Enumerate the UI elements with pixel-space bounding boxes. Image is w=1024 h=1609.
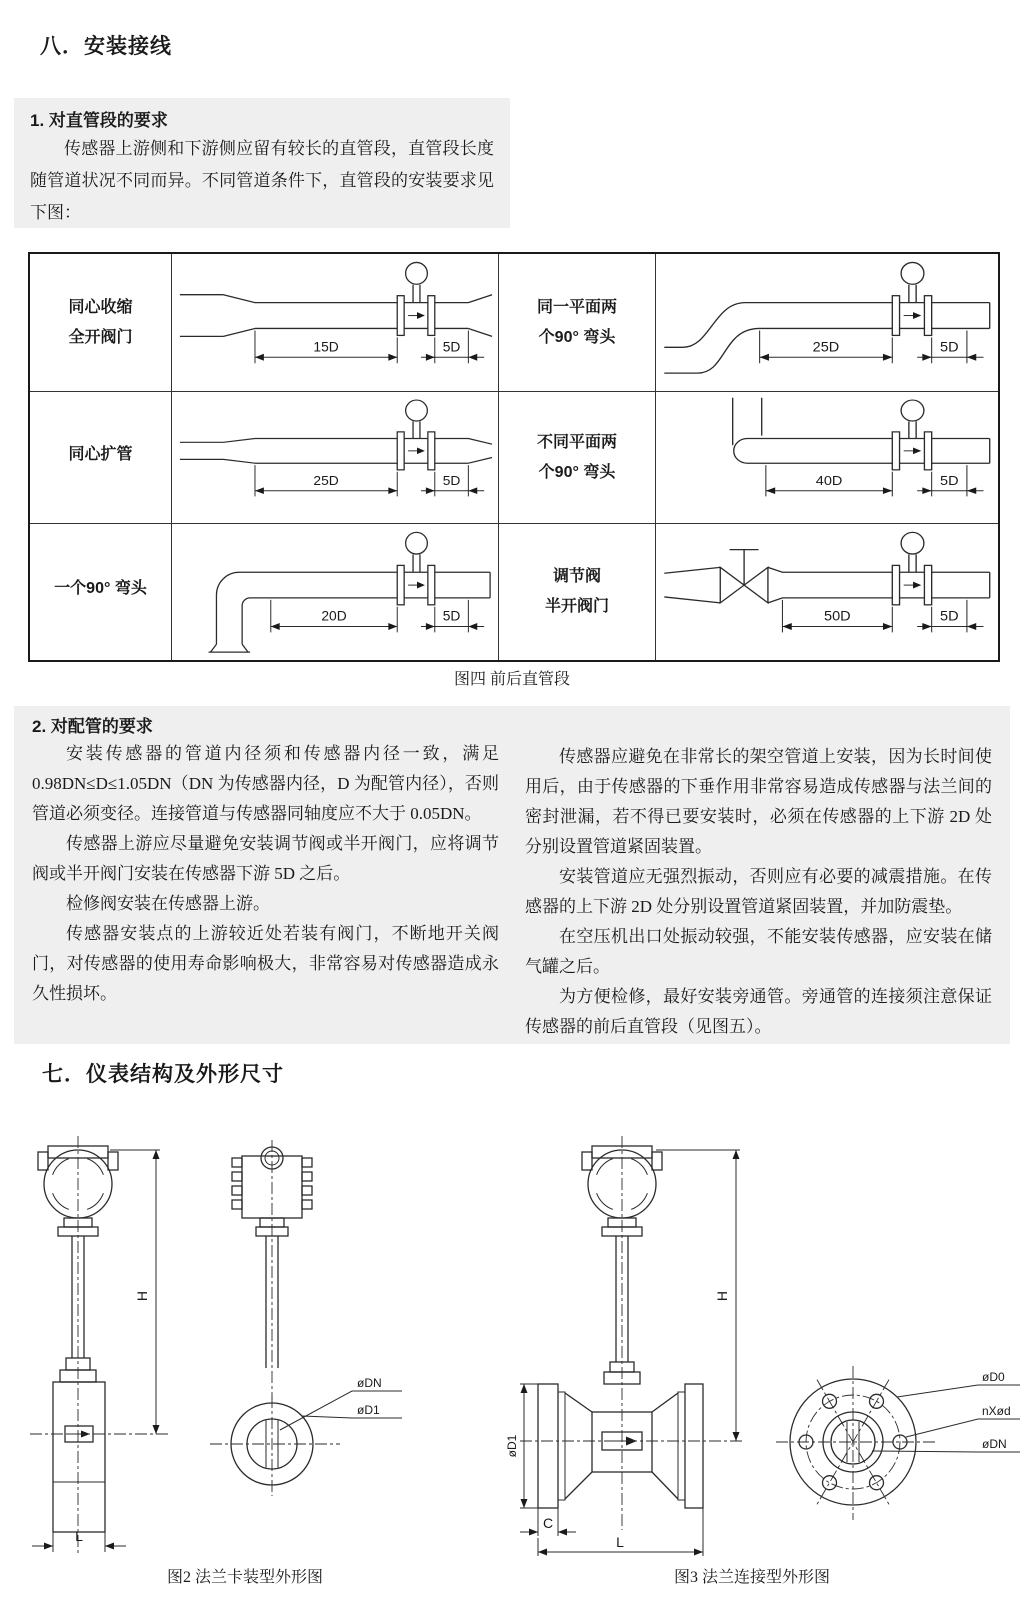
dim-upstream: 50D — [824, 607, 851, 624]
fig3-label-d0: øD0 — [982, 1370, 1005, 1384]
piping-left-column — [32, 712, 499, 1044]
straight-pipe-requirements-box — [14, 98, 510, 228]
fig2-dim-h: H — [134, 1290, 150, 1302]
label-line: 同一平面两 — [536, 298, 617, 316]
fig4-drawing-concentric-expander — [172, 392, 499, 524]
label-line: 同心扩管 — [68, 445, 133, 463]
fig4-drawing-single-bend — [172, 524, 499, 660]
section7-title: 七．仪表结构及外形尺寸 — [42, 1063, 284, 1086]
fig2-dim-l: L — [75, 1528, 83, 1544]
paragraph: 传感器安装点的上游较近处若装有阀门，不断地开关阀门，对传感器的使用寿命影响极大，非常容易对传感器造成永久性损坏。 — [32, 924, 499, 1003]
paragraph: 传感器应避免在非常长的架空管道上安装，因为长时间使用后，由于传感器的下垂作用非常容易造成传感器与法兰间的密封泄漏，若不得已要安装时，必须在传感器的上下游 2D 处分别设置管道紧固装置。 — [525, 747, 992, 856]
pipe-drawing-expander — [172, 392, 498, 523]
section2-heading: 2. 对配管的要求 — [32, 717, 153, 736]
piping-requirements-box — [14, 706, 1010, 1044]
fig2-label-dn: øDN — [357, 1376, 382, 1390]
label-line: 全开阀门 — [68, 328, 133, 346]
figure3-drawing-flanged-type — [480, 1100, 1024, 1562]
section1-body: 传感器上游侧和下游侧应留有较长的直管段，直管段长度随管道状况不同而异。不同管道条件下，直管段的安装要求见下图： — [30, 139, 494, 222]
fig4-label-two-bends-same-plane — [499, 254, 656, 392]
fig3-dim-h: H — [714, 1290, 730, 1302]
pipe-drawing-reducer — [172, 254, 498, 391]
pipe-drawing-sbend — [656, 254, 998, 391]
dim-upstream: 40D — [815, 472, 843, 488]
label-line: 调节阀 — [552, 568, 601, 585]
paragraph: 检修阀安装在传感器上游。 — [66, 894, 270, 913]
paragraph: 安装传感器的管道内径须和传感器内径一致，满足 0.98DN≤D≤1.05DN（DN 为传感器内径，D 为配管内径），否则管道必须变径。连接管道与传感器同轴度应不大于 0.05DN。 — [32, 744, 499, 823]
fig2-label-d1: øD1 — [357, 1403, 380, 1417]
dim-downstream: 5D — [940, 472, 959, 488]
label-line: 同心收缩 — [68, 298, 133, 316]
paragraph: 为方便检修，最好安装旁通管。旁通管的连接须注意保证传感器的前后直管段（见图五）。 — [525, 987, 992, 1036]
fig3-label-nxd: nXød — [982, 1404, 1011, 1418]
fig2-side-view — [210, 1140, 402, 1496]
label-line: 不同平面两 — [536, 433, 617, 451]
figure3-caption: 图3 法兰连接型外形图 — [673, 1569, 830, 1586]
fig4-label-concentric-expander — [30, 392, 172, 524]
dim-upstream: 15D — [313, 338, 339, 355]
fig4-drawing-two-bends-different-plane — [656, 392, 998, 524]
fig4-label-single-bend — [30, 524, 172, 660]
figure2-drawing-wafer-type — [20, 1100, 470, 1562]
piping-right-column — [525, 712, 992, 1044]
figure2-caption: 图2 法兰卡装型外形图 — [166, 1569, 323, 1586]
fig3-front-view — [505, 1136, 742, 1556]
dim-downstream: 5D — [442, 338, 461, 355]
paragraph: 安装管道应无强烈振动，否则应有必要的减震措施。在传感器的上下游 2D 处分别设置管道紧固装置，并加防震垫。 — [525, 867, 992, 916]
fig4-drawing-two-bends-same-plane — [656, 254, 998, 392]
section1-heading: 1. 对直管段的要求 — [30, 111, 168, 130]
fig4-drawing-concentric-reducer — [172, 254, 499, 392]
fig2-front-view — [30, 1136, 168, 1556]
pipe-drawing-elbow — [172, 524, 498, 660]
dim-upstream: 25D — [812, 339, 840, 356]
fig4-label-two-bends-different-plane — [499, 392, 656, 524]
paragraph: 传感器上游应尽量避免安装调节阀或半开阀门，应将调节阀或半开阀门安装在传感器下游 5D 之后。 — [32, 834, 499, 883]
fig3-dim-c: C — [542, 1515, 554, 1531]
fig3-label-dn: øDN — [982, 1437, 1007, 1451]
dim-downstream: 5D — [442, 473, 461, 488]
fig4-label-concentric-reducer — [30, 254, 172, 392]
label-line: 个90° 弯头 — [538, 328, 616, 346]
label-line: 一个90° 弯头 — [54, 580, 147, 597]
label-line: 个90° 弯头 — [538, 463, 616, 481]
dim-downstream: 5D — [442, 607, 461, 624]
fig4-drawing-regulating-valve — [656, 524, 998, 660]
pipe-drawing-valve — [656, 524, 998, 660]
figure4-table — [28, 252, 1000, 662]
pipe-drawing-vertical-elbow — [656, 392, 998, 523]
fig3-flange-face-view — [776, 1366, 1020, 1520]
fig3-label-d1: øD1 — [505, 1434, 519, 1458]
fig4-label-regulating-valve — [499, 524, 656, 660]
figure4-caption: 图四 前后直管段 — [453, 671, 570, 688]
dim-upstream: 25D — [313, 473, 339, 488]
dim-downstream: 5D — [940, 607, 959, 624]
section8-title: 八．安装接线 — [40, 35, 172, 58]
fig3-dim-l: L — [616, 1534, 624, 1550]
dim-upstream: 20D — [321, 607, 347, 624]
paragraph: 在空压机出口处振动较强，不能安装传感器，应安装在储气罐之后。 — [525, 927, 992, 976]
label-line: 半开阀门 — [544, 598, 609, 615]
dim-downstream: 5D — [940, 339, 959, 356]
